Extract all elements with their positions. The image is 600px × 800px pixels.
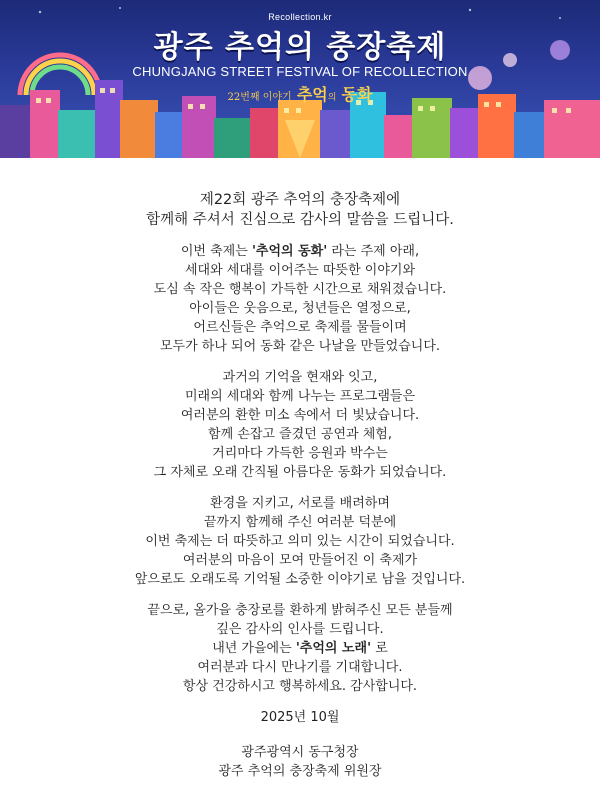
paragraph-line: 거리마다 가득한 응원과 박수는 bbox=[212, 446, 388, 461]
paragraph-line: 함께 손잡고 즐겼던 공연과 체험, bbox=[208, 427, 392, 442]
paragraph-line: 항상 건강하시고 행복하세요. 감사합니다. bbox=[182, 679, 418, 694]
paragraph-line: 아이들은 웃음으로, 청년들은 열정으로, bbox=[189, 301, 411, 316]
letter-heading bbox=[0, 190, 600, 230]
paragraph-line: 이번 축제는 더 따뜻하고 의미 있는 시간이 되었습니다. bbox=[145, 534, 455, 549]
tagline-theme-word: 추억 bbox=[296, 85, 328, 104]
text-segment: 이번 축제는 bbox=[180, 244, 252, 259]
signature-line: 광주광역시 동구청장 bbox=[241, 745, 359, 760]
tagline-edition: 22번째 이야기 bbox=[227, 92, 292, 103]
paragraph-line: 끝까지 함께해 주신 여러분 덕분에 bbox=[203, 515, 397, 530]
letter-signature bbox=[0, 743, 600, 781]
text-segment: 로 bbox=[371, 641, 388, 656]
festival-tagline bbox=[0, 82, 600, 105]
paragraph-line: 모두가 하나 되어 동화 같은 나날을 만들었습니다. bbox=[159, 339, 441, 354]
paragraph-line: 미래의 세대와 함께 나누는 프로그램들은 bbox=[184, 389, 415, 404]
festival-banner bbox=[0, 0, 600, 158]
paragraph-line: 그 자체로 오래 간직될 아름다운 동화가 되었습니다. bbox=[153, 465, 447, 480]
text-segment: 라는 주제 아래, bbox=[327, 244, 420, 259]
paragraph-3 bbox=[0, 494, 600, 589]
letter-date: 2025년 10월 bbox=[260, 710, 340, 725]
paragraph-line: 도심 속 작은 행복이 가득한 시간으로 채워졌습니다. bbox=[153, 282, 447, 297]
tagline-particle: 의 bbox=[327, 93, 337, 103]
theme-emphasis: '추억의 동화' bbox=[251, 244, 328, 259]
heading-line: 제22회 광주 추억의 충장축제에 bbox=[199, 192, 401, 208]
festival-title: 광주 추억의 충장축제 bbox=[153, 30, 447, 65]
next-theme-emphasis: '추억의 노래' bbox=[295, 641, 372, 656]
signature-line: 광주 추억의 충장축제 위원장 bbox=[218, 764, 382, 779]
paragraph-line: 여러분의 마음이 모여 만들어진 이 축제가 bbox=[182, 553, 418, 568]
site-brand: Recollection.kr bbox=[268, 12, 332, 22]
paragraph-1 bbox=[0, 242, 600, 356]
paragraph-line: 앞으로도 오래도록 기억될 소중한 이야기로 남을 것입니다. bbox=[134, 572, 466, 587]
thank-you-letter bbox=[0, 190, 600, 793]
paragraph-line: 어르신들은 추억으로 축제를 물들이며 bbox=[193, 320, 407, 335]
paragraph-line: 깊은 감사의 인사를 드립니다. bbox=[216, 622, 384, 637]
paragraph-line: 환경을 지키고, 서로를 배려하며 bbox=[210, 496, 390, 511]
heading-line: 함께해 주셔서 진심으로 감사의 말씀을 드립니다. bbox=[146, 212, 454, 228]
festival-subtitle: CHUNGJANG STREET FESTIVAL OF RECOLLECTION bbox=[132, 64, 468, 79]
paragraph-2 bbox=[0, 368, 600, 482]
tagline-theme-end: 동화 bbox=[341, 85, 373, 104]
paragraph-line: 여러분의 환한 미소 속에서 더 빛났습니다. bbox=[180, 408, 420, 423]
paragraph-line bbox=[0, 639, 600, 658]
paragraph-line: 끝으로, 올가을 충장로를 환하게 밝혀주신 모든 분들께 bbox=[147, 603, 453, 618]
paragraph-4 bbox=[0, 601, 600, 696]
paragraph-line: 여러분과 다시 만나기를 기대합니다. bbox=[197, 660, 403, 675]
paragraph-line: 세대와 세대를 이어주는 따뜻한 이야기와 bbox=[184, 263, 415, 278]
paragraph-line: 과거의 기억을 현재와 잇고, bbox=[222, 370, 378, 385]
text-segment: 내년 가을에는 bbox=[212, 641, 296, 656]
paragraph-line bbox=[0, 242, 600, 261]
